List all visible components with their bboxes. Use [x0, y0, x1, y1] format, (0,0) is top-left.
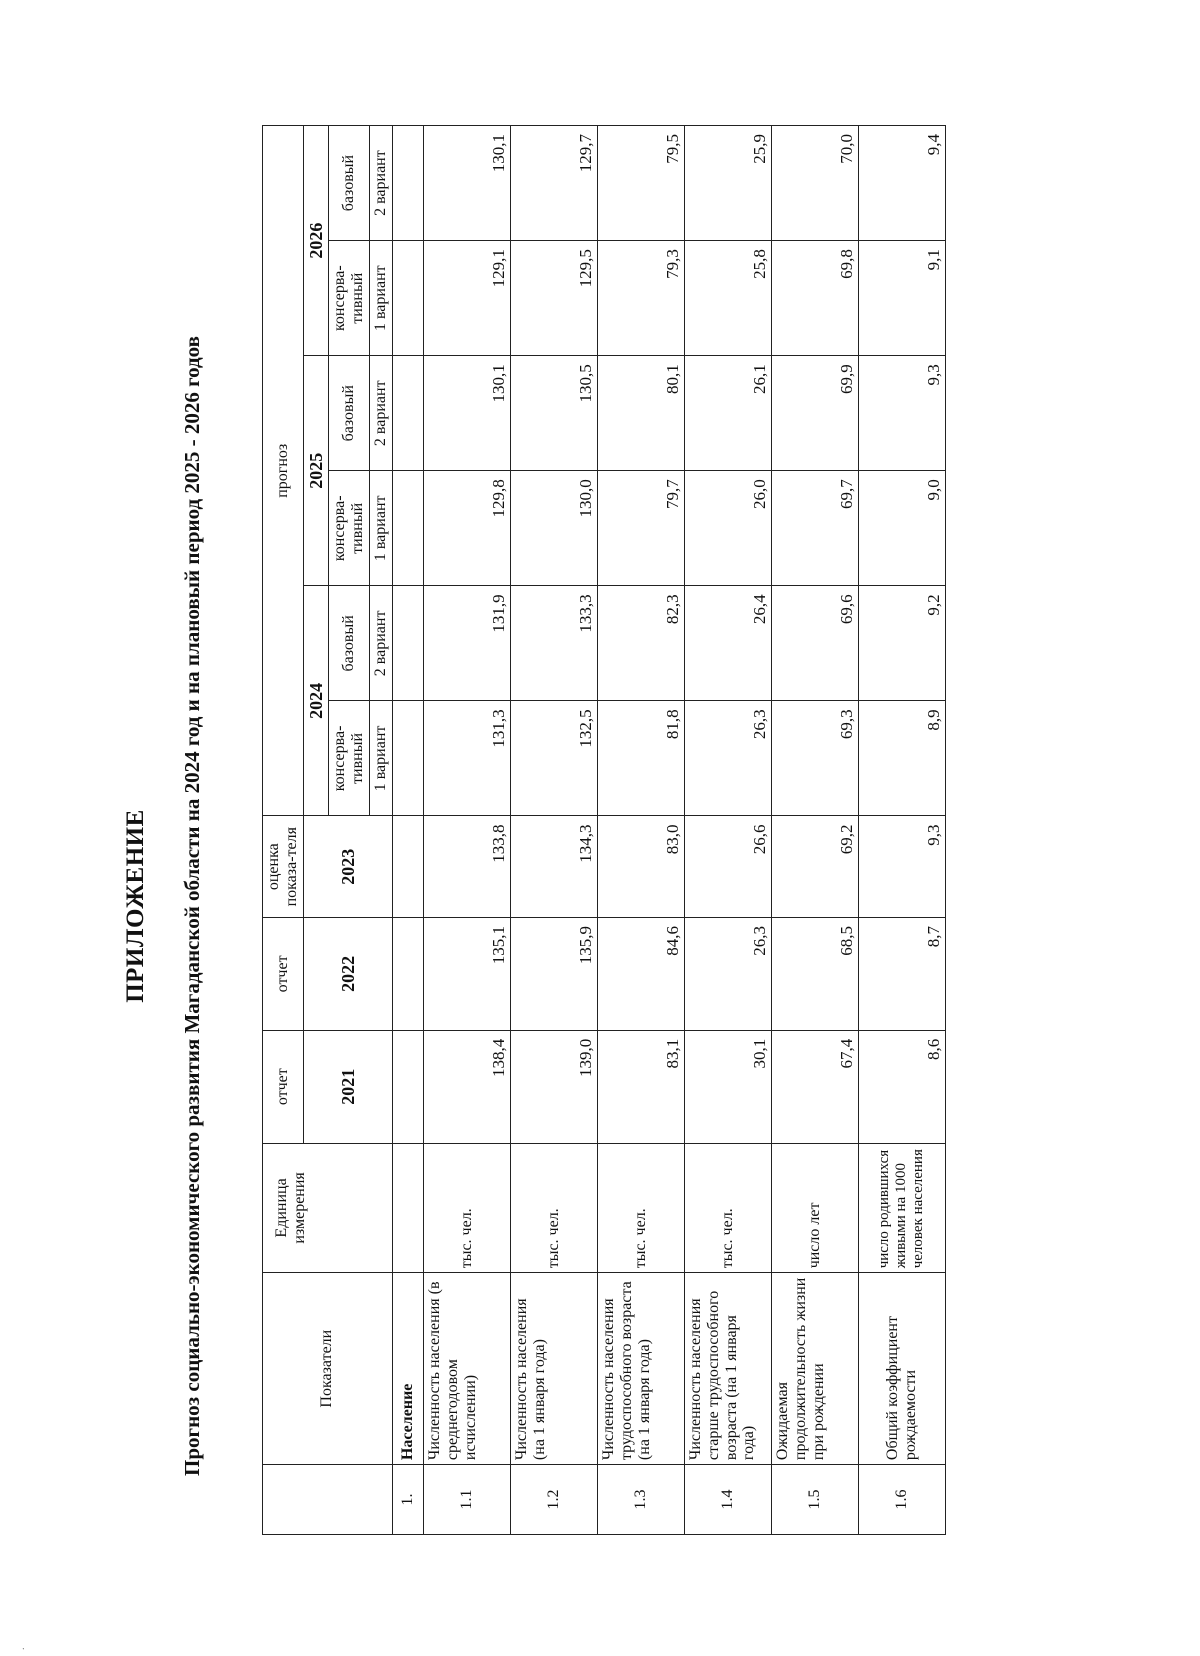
- value-2024-cons: 69,3: [771, 701, 858, 816]
- header-indicators: Показатели: [263, 1273, 393, 1465]
- value-2022: 68,5: [771, 917, 858, 1030]
- value-2024-base: 9,2: [858, 586, 945, 701]
- value-2024-base: 26,4: [684, 586, 771, 701]
- row-indicator: Численность населения (в среднегодовом исчислении): [423, 1273, 510, 1465]
- header-cons-2024: консерва-тивный: [328, 701, 369, 816]
- value-2024-cons: 81,8: [597, 701, 684, 816]
- header-var1-2024: 1 вариант: [369, 701, 392, 816]
- value-2025-base: 80,1: [597, 356, 684, 471]
- value-2022: 84,6: [597, 917, 684, 1030]
- value-2022: 26,3: [684, 917, 771, 1030]
- value-2022: 135,9: [510, 917, 597, 1030]
- row-unit: число лет: [771, 1143, 858, 1273]
- header-year-2024: 2024: [303, 586, 328, 816]
- section-row: [392, 126, 423, 1535]
- value-2023: 69,2: [771, 816, 858, 918]
- row-num: 1.5: [771, 1465, 858, 1535]
- table-row: [510, 126, 597, 1535]
- header-base-2025: базовый: [328, 356, 369, 471]
- value-2024-cons: 26,3: [684, 701, 771, 816]
- value-2024-base: 131,9: [423, 586, 510, 701]
- value-2025-cons: 79,7: [597, 471, 684, 586]
- header-base-2026: базовый: [328, 126, 369, 241]
- value-2024-cons: 132,5: [510, 701, 597, 816]
- header-year-2021: 2021: [303, 1030, 392, 1143]
- value-2025-cons: 9,0: [858, 471, 945, 586]
- row-indicator: Численность населения (на 1 января года): [510, 1273, 597, 1465]
- value-2021: 67,4: [771, 1030, 858, 1143]
- value-2026-cons: 129,5: [510, 241, 597, 356]
- header-var2-2025: 2 вариант: [369, 356, 392, 471]
- value-2026-cons: 129,1: [423, 241, 510, 356]
- header-cons-2025: консерва-тивный: [328, 471, 369, 586]
- value-2025-base: 26,1: [684, 356, 771, 471]
- row-indicator: Общий коэффициент рождаемости: [858, 1273, 945, 1465]
- table-row: [858, 126, 945, 1535]
- value-2021: 83,1: [597, 1030, 684, 1143]
- value-2026-base: 79,5: [597, 126, 684, 241]
- value-2023: 9,3: [858, 816, 945, 918]
- header-year-2022: 2022: [303, 917, 392, 1030]
- header-forecast: прогноз: [263, 126, 304, 816]
- document-title: Прогноз социально-экономического развития Магаданской области на 2024 год и на плановый период 2025 - 2026 годов: [180, 336, 204, 1476]
- header-var2-2024: 2 вариант: [369, 586, 392, 701]
- table-row: [423, 126, 510, 1535]
- value-2025-base: 130,1: [423, 356, 510, 471]
- row-num: 1.3: [597, 1465, 684, 1535]
- row-indicator: Ожидаемая продолжительность жизни при рождении: [771, 1273, 858, 1465]
- value-2025-base: 130,5: [510, 356, 597, 471]
- row-indicator: Численность населения трудоспособного возраста (на 1 января года): [597, 1273, 684, 1465]
- value-2026-base: 130,1: [423, 126, 510, 241]
- table-row: [597, 126, 684, 1535]
- value-2025-cons: 26,0: [684, 471, 771, 586]
- value-2023: 83,0: [597, 816, 684, 918]
- row-num: 1.4: [684, 1465, 771, 1535]
- value-2023: 134,3: [510, 816, 597, 918]
- value-2025-base: 9,3: [858, 356, 945, 471]
- row-unit: тыс. чел.: [684, 1143, 771, 1273]
- value-2026-cons: 69,8: [771, 241, 858, 356]
- value-2024-cons: 131,3: [423, 701, 510, 816]
- header-report-2022: отчет: [263, 917, 304, 1030]
- header-report-2021: отчет: [263, 1030, 304, 1143]
- table-row: [771, 126, 858, 1535]
- row-unit: тыс. чел.: [510, 1143, 597, 1273]
- value-2021: 138,4: [423, 1030, 510, 1143]
- table-row: [684, 126, 771, 1535]
- scan-mark: .: [16, 1647, 27, 1650]
- value-2025-base: 69,9: [771, 356, 858, 471]
- forecast-table: [262, 125, 946, 1535]
- value-2026-cons: 79,3: [597, 241, 684, 356]
- row-indicator: Численность населения старше трудоспособного возраста (на 1 января года): [684, 1273, 771, 1465]
- value-2026-base: 129,7: [510, 126, 597, 241]
- value-2021: 139,0: [510, 1030, 597, 1143]
- appendix-heading: ПРИЛОЖЕНИЕ: [122, 809, 149, 1003]
- header-cons-2026: консерва-тивный: [328, 241, 369, 356]
- row-unit: число родившихся живыми на 1000 человек населения: [858, 1143, 945, 1273]
- value-2024-base: 69,6: [771, 586, 858, 701]
- header-num: [263, 1465, 393, 1535]
- header-unit: Единица измерения: [263, 1143, 393, 1273]
- header-var2-2026: 2 вариант: [369, 126, 392, 241]
- value-2026-cons: 25,8: [684, 241, 771, 356]
- header-year-2026: 2026: [303, 126, 328, 356]
- value-2024-base: 82,3: [597, 586, 684, 701]
- value-2022: 8,7: [858, 917, 945, 1030]
- header-var1-2026: 1 вариант: [369, 241, 392, 356]
- header-var1-2025: 1 вариант: [369, 471, 392, 586]
- value-2023: 26,6: [684, 816, 771, 918]
- row-num: 1.6: [858, 1465, 945, 1535]
- row-num: 1.1: [423, 1465, 510, 1535]
- row-unit: тыс. чел.: [423, 1143, 510, 1273]
- section-name: Население: [392, 1273, 423, 1465]
- section-num: 1.: [392, 1465, 423, 1535]
- value-2026-base: 70,0: [771, 126, 858, 241]
- value-2024-cons: 8,9: [858, 701, 945, 816]
- header-base-2024: базовый: [328, 586, 369, 701]
- value-2021: 8,6: [858, 1030, 945, 1143]
- value-2025-cons: 129,8: [423, 471, 510, 586]
- row-num: 1.2: [510, 1465, 597, 1535]
- value-2026-base: 9,4: [858, 126, 945, 241]
- value-2022: 135,1: [423, 917, 510, 1030]
- value-2025-cons: 69,7: [771, 471, 858, 586]
- header-estimate: оценка показа-теля: [263, 816, 304, 918]
- value-2026-cons: 9,1: [858, 241, 945, 356]
- value-2023: 133,8: [423, 816, 510, 918]
- row-unit: тыс. чел.: [597, 1143, 684, 1273]
- value-2021: 30,1: [684, 1030, 771, 1143]
- value-2026-base: 25,9: [684, 126, 771, 241]
- header-year-2023: 2023: [303, 816, 392, 918]
- header-year-2025: 2025: [303, 356, 328, 586]
- value-2025-cons: 130,0: [510, 471, 597, 586]
- value-2024-base: 133,3: [510, 586, 597, 701]
